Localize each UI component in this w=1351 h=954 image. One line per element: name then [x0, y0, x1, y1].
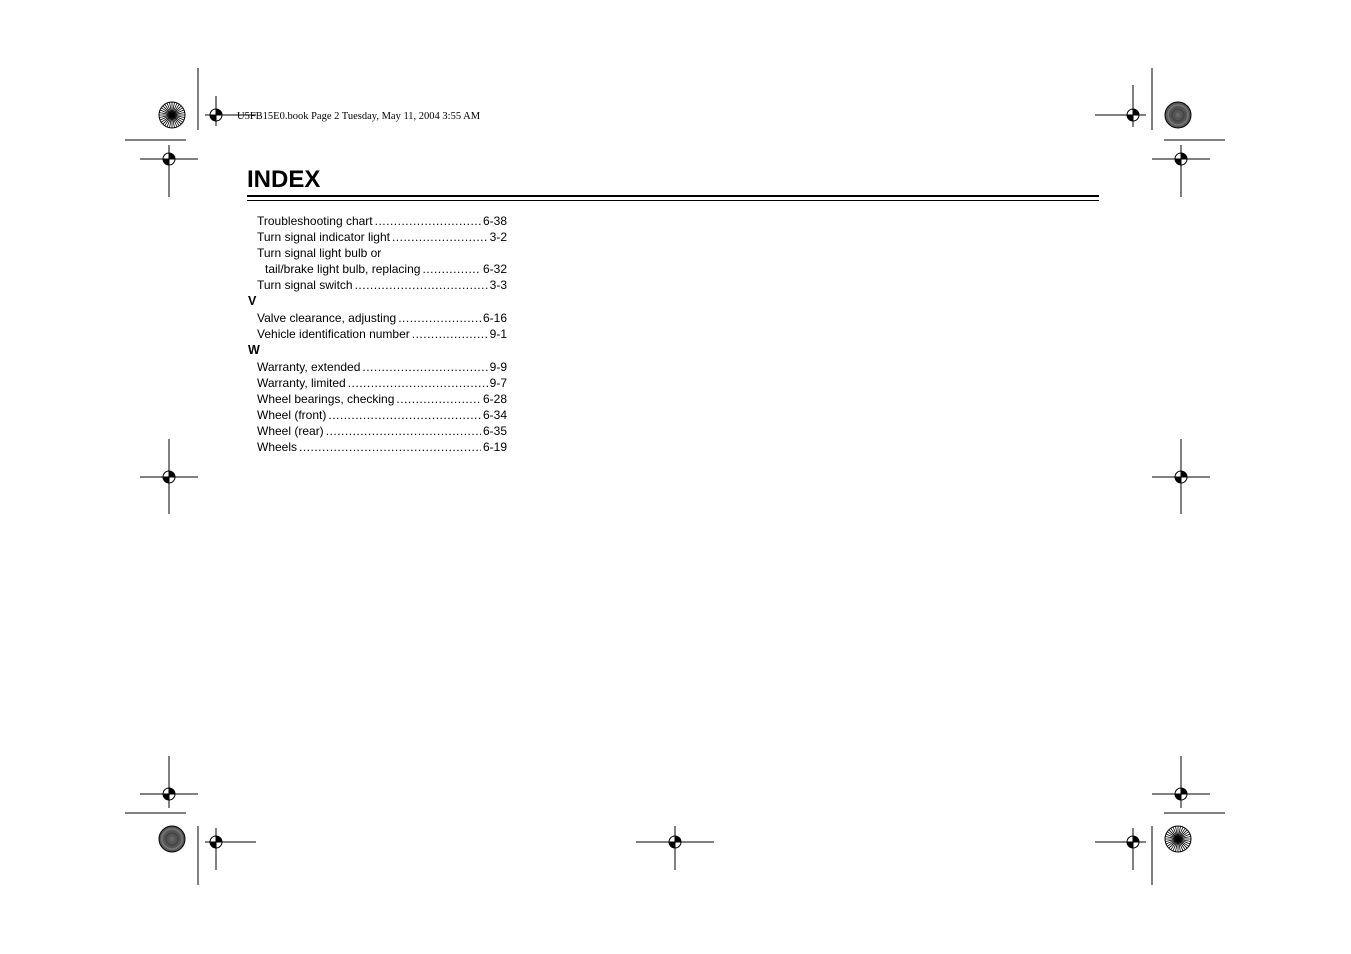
- leader-dots: [398, 310, 481, 326]
- index-entry-page: 9-1: [489, 327, 507, 341]
- registration-target-bottom-left: [210, 836, 222, 848]
- index-entry: [248, 375, 507, 391]
- index-entry: [248, 439, 507, 455]
- leader-dots: [355, 277, 488, 293]
- leader-dots: [362, 359, 487, 375]
- index-entry-page: 3-3: [489, 278, 507, 292]
- index-entry: [248, 326, 507, 342]
- registration-target-top-left: [210, 109, 222, 121]
- registration-target-left-upper: [163, 153, 175, 165]
- starburst-mark-bottom-right: [1165, 826, 1191, 852]
- index-entry-label: Wheel (front): [257, 408, 327, 422]
- index-entry-page: 6-32: [482, 262, 507, 276]
- index-entry-page: 9-7: [489, 376, 507, 390]
- index-entry-page: 3-2: [489, 230, 507, 244]
- crop-marks-bottom-right: [1095, 756, 1225, 885]
- index-entry-label: tail/brake light bulb, replacing: [265, 262, 421, 276]
- leader-dots: [328, 407, 481, 423]
- title-rule-thick: [247, 195, 1099, 197]
- index-entry-page: 9-9: [489, 360, 507, 374]
- section-letter-w: W: [248, 343, 260, 357]
- index-entry: [248, 391, 507, 407]
- page-title: INDEX: [247, 166, 321, 193]
- index-entry: [248, 245, 507, 261]
- index-entry-label: Vehicle identification number: [257, 327, 410, 341]
- leader-dots: [392, 229, 488, 245]
- index-entry-label: Warranty, limited: [257, 376, 346, 390]
- leader-dots: [422, 261, 481, 277]
- registration-target-right-upper: [1175, 153, 1187, 165]
- registration-target-top-right: [1127, 109, 1139, 121]
- index-entry: [248, 213, 507, 229]
- registration-target-bottom-right: [1127, 836, 1139, 848]
- crop-marks-top-left: [125, 68, 256, 197]
- starburst-mark-top-left: [159, 102, 185, 128]
- print-file-info: U5FB15E0.book Page 2 Tuesday, May 11, 2004 3:55 AM: [237, 111, 481, 122]
- index-entry-page: 6-35: [482, 424, 507, 438]
- crop-marks-bottom-left: [125, 756, 256, 885]
- index-entry-label: Wheels: [257, 440, 298, 454]
- index-entry-continuation: [248, 261, 507, 277]
- index-entry-label: Turn signal switch: [257, 278, 353, 292]
- index-entry: [248, 310, 507, 326]
- index-list: [248, 213, 507, 455]
- index-entry: [248, 229, 507, 245]
- leader-dots: [375, 213, 481, 229]
- index-entry: [248, 359, 507, 375]
- index-entry-page: 6-28: [482, 392, 507, 406]
- leader-dots: [396, 391, 481, 407]
- crop-marks-top-right: [1095, 68, 1225, 197]
- index-entry-page: 6-34: [482, 408, 507, 422]
- registration-target-right-middle: [1175, 471, 1187, 483]
- index-entry-label: Turn signal indicator light: [257, 230, 390, 244]
- index-entry-label: Turn signal light bulb or: [257, 246, 382, 260]
- dark-mark-top-right: [1165, 102, 1191, 128]
- index-entry-label: Wheel (rear): [257, 424, 324, 438]
- dark-mark-bottom-left: [159, 826, 185, 852]
- index-entry-page: 6-19: [482, 440, 507, 454]
- index-entry-label: Warranty, extended: [257, 360, 361, 374]
- index-entry-label: Wheel bearings, checking: [257, 392, 395, 406]
- registration-target-left-middle: [163, 471, 175, 483]
- registration-target-left-lower: [163, 788, 175, 800]
- title-rule-thin: [247, 200, 1099, 201]
- registration-target-right-lower: [1175, 788, 1187, 800]
- index-entry: [248, 277, 507, 293]
- section-letter-v: V: [248, 294, 257, 308]
- leader-dots: [299, 439, 481, 455]
- leader-dots: [326, 423, 481, 439]
- leader-dots: [348, 375, 488, 391]
- index-entry-label: Valve clearance, adjusting: [257, 311, 397, 325]
- index-entry: [248, 407, 507, 423]
- leader-dots: [412, 326, 488, 342]
- index-entry-page: 6-16: [482, 311, 507, 325]
- registration-target-bottom-center: [669, 836, 681, 848]
- index-entry-label: Troubleshooting chart: [257, 214, 373, 228]
- index-entry: [248, 423, 507, 439]
- index-entry-page: 6-38: [482, 214, 507, 228]
